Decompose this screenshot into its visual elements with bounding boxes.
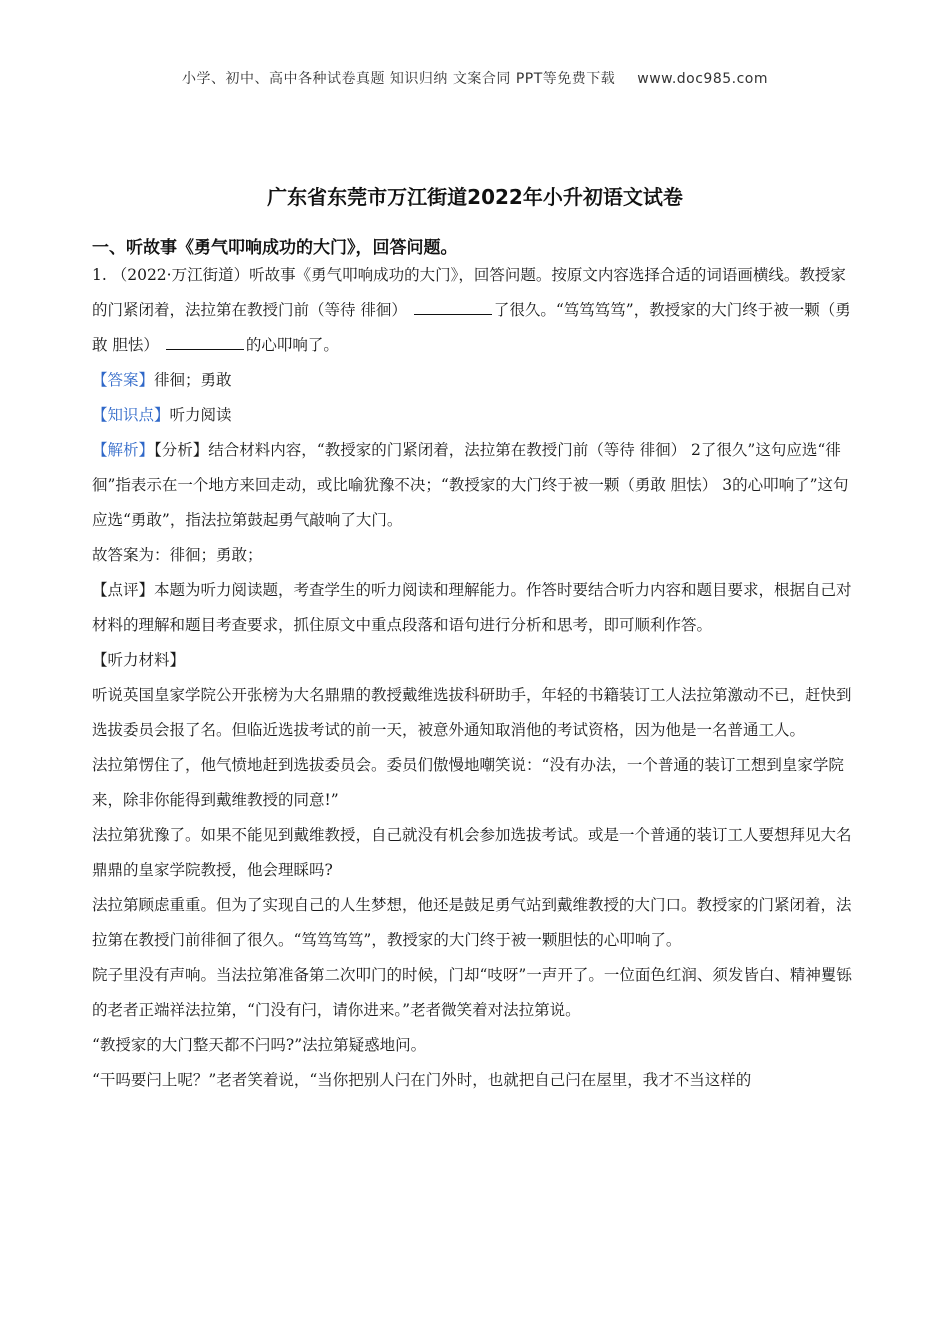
section-content — [92, 258, 860, 1098]
conclusion-line: 故答案为：徘徊；勇敢； — [92, 546, 263, 564]
answer-blank-2 — [166, 331, 244, 350]
header-tagline: 小学、初中、高中各种试卷真题 知识归纳 文案合同 PPT等免费下载 — [181, 71, 616, 87]
question-part-3: 的心叩响了。 — [245, 336, 339, 354]
question-text — [92, 258, 860, 363]
question-part-1: 1. （2022·万江街道）听故事《勇气叩响成功的大门》，回答问题。按原文内容选择合适的词语画横线。教授家的门紧闭着，法拉第在教授门前（等待 徘徊） — [92, 266, 846, 319]
answer-line — [92, 363, 860, 398]
answer-text: 徘徊；勇敢 — [154, 371, 232, 389]
material-paragraph: 院子里没有声响。当法拉第准备第二次叩门的时候，门却“吱呀”一声开了。一位面色红润、须发皆白、精神矍铄的老者正端祥法拉第，“门没有闩，请你进来。”老者微笑着对法拉第说。 — [92, 966, 852, 1019]
comment-line: 【点评】本题为听力阅读题，考查学生的听力阅读和理解能力。作答时要结合听力内容和题目要求，根据自己对材料的理解和题目考查要求，抓住原文中重点段落和语句进行分析和思考，即可顺利作答。 — [92, 581, 852, 634]
header-site-link[interactable]: www.doc985.com — [637, 71, 769, 87]
knowledge-text: 听力阅读 — [169, 406, 232, 424]
material-paragraph: 听说英国皇家学院公开张榜为大名鼎鼎的教授戴维选拔科研助手，年轻的书籍装订工人法拉第激动不已，赶快到选拔委员会报了名。但临近选拔考试的前一天，被意外通知取消他的考试资格，因为他是一名普通工人。 — [92, 686, 852, 739]
material-paragraph: “教授家的大门整天都不闩吗?”法拉第疑惑地问。 — [92, 1036, 427, 1054]
analysis-text: 【分析】结合材料内容，“教授家的门紧闭着，法拉第在教授门前（等待 徘徊） 2了很久”这句应选“徘徊”指表示在一个地方来回走动，或比喻犹豫不决；“教授家的大门终于被一颗（勇敢 胆怯） 3的心叩响了”这句应选“勇敢”，指法拉第鼓起勇气敲响了大门。 — [92, 441, 849, 529]
material-paragraph: 法拉第顾虑重重。但为了实现自己的人生梦想，他还是鼓足勇气站到戴维教授的大门口。教授家的门紧闭着，法拉第在教授门前徘徊了很久。“笃笃笃笃”，教授家的大门终于被一颗胆怯的心叩响了。 — [92, 896, 852, 949]
answer-blank-1 — [414, 296, 492, 315]
material-heading: 【听力材料】 — [92, 651, 186, 669]
material-paragraph: “干吗要闩上呢？”老者笑着说，“当你把别人闩在门外时，也就把自己闩在屋里，我才不当这样的 — [92, 1071, 752, 1089]
analysis-line — [92, 433, 860, 538]
question-part-2: 了很久。“笃笃笃笃”，教授家的大门终于被一颗（勇敢 胆怯） — [92, 301, 851, 354]
knowledge-line — [92, 398, 860, 433]
page-header — [0, 68, 950, 88]
section-heading: 一、听故事《勇气叩响成功的大门》，回答问题。 — [92, 238, 458, 258]
analysis-tag: 【解析】 — [92, 441, 155, 459]
material-paragraph: 法拉第愣住了，他气愤地赶到选拔委员会。委员们傲慢地嘲笑说：“没有办法，一个普通的装订工想到皇家学院来，除非你能得到戴维教授的同意!” — [92, 756, 844, 809]
answer-tag: 【答案】 — [92, 371, 155, 389]
knowledge-tag: 【知识点】 — [92, 406, 170, 424]
page-title: 广东省东莞市万江街道2022年小升初语文试卷 — [267, 185, 683, 209]
material-paragraph: 法拉第犹豫了。如果不能见到戴维教授，自己就没有机会参加选拔考试。或是一个普通的装订工人要想拜见大名鼎鼎的皇家学院教授，他会理睬吗? — [92, 826, 852, 879]
